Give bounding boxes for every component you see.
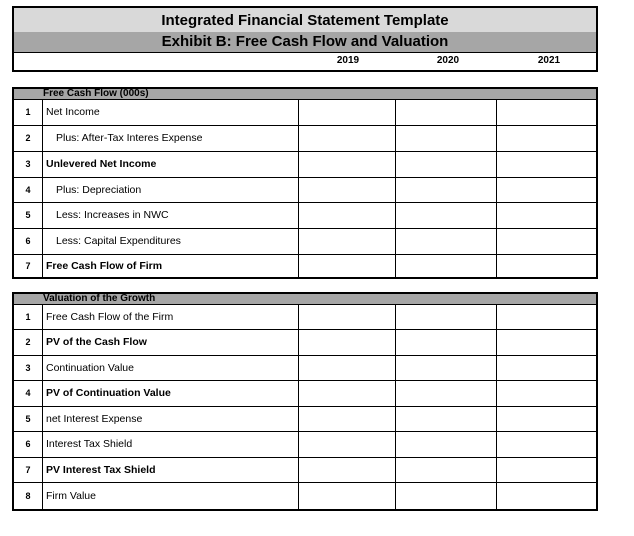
value-cell-2019[interactable] [298, 255, 395, 277]
value-cell-2019[interactable] [298, 458, 395, 482]
row-label: Less: Increases in NWC [42, 203, 298, 228]
year-2020: 2020 [436, 55, 460, 66]
valuation-section [12, 292, 598, 511]
row-number: 6 [25, 236, 31, 246]
row-number: 1 [25, 107, 31, 117]
value-cell-2020[interactable] [395, 483, 496, 509]
row-number: 3 [25, 159, 31, 169]
row-number: 4 [25, 388, 31, 398]
row-number: 4 [25, 185, 31, 195]
table-row [14, 228, 596, 254]
table-row [14, 304, 596, 329]
row-label: PV of the Cash Flow [42, 330, 298, 355]
row-number: 2 [25, 337, 31, 347]
row-label: Net Income [42, 100, 298, 125]
year-2019: 2019 [336, 55, 360, 66]
row-label: Interest Tax Shield [42, 432, 298, 457]
table-row [14, 99, 596, 125]
sheet-title: Integrated Financial Statement Template [12, 6, 598, 33]
row-number: 8 [25, 491, 31, 501]
table-row [14, 457, 596, 482]
row-number: 3 [25, 363, 31, 373]
value-cell-2021[interactable] [496, 330, 596, 355]
row-label: Free Cash Flow of Firm [42, 255, 298, 277]
value-cell-2021[interactable] [496, 483, 596, 509]
value-cell-2021[interactable] [496, 356, 596, 380]
row-label: Firm Value [42, 483, 298, 509]
value-cell-2019[interactable] [298, 100, 395, 125]
value-cell-2019[interactable] [298, 381, 395, 406]
value-cell-2019[interactable] [298, 203, 395, 228]
table-row [14, 254, 596, 277]
value-cell-2021[interactable] [496, 178, 596, 202]
row-number: 5 [25, 210, 31, 220]
row-label: Less: Capital Expenditures [42, 229, 298, 254]
value-cell-2021[interactable] [496, 229, 596, 254]
value-cell-2019[interactable] [298, 229, 395, 254]
value-cell-2019[interactable] [298, 305, 395, 329]
table-row [14, 482, 596, 509]
table-row [14, 177, 596, 202]
value-cell-2019[interactable] [298, 178, 395, 202]
value-cell-2020[interactable] [395, 407, 496, 431]
table-row [14, 202, 596, 228]
table-row [14, 406, 596, 431]
value-cell-2020[interactable] [395, 203, 496, 228]
row-label: Plus: Depreciation [42, 178, 298, 202]
row-label: Free Cash Flow of the Firm [42, 305, 298, 329]
value-cell-2021[interactable] [496, 432, 596, 457]
value-cell-2021[interactable] [496, 126, 596, 151]
value-cell-2020[interactable] [395, 356, 496, 380]
value-cell-2020[interactable] [395, 381, 496, 406]
value-cell-2021[interactable] [496, 100, 596, 125]
value-cell-2020[interactable] [395, 432, 496, 457]
value-cell-2021[interactable] [496, 203, 596, 228]
value-cell-2021[interactable] [496, 152, 596, 177]
table-row [14, 151, 596, 177]
value-cell-2019[interactable] [298, 330, 395, 355]
value-cell-2020[interactable] [395, 305, 496, 329]
table-row [14, 355, 596, 380]
row-label: PV of Continuation Value [42, 381, 298, 406]
row-number: 7 [25, 465, 31, 475]
year-2021: 2021 [537, 55, 561, 66]
value-cell-2021[interactable] [496, 458, 596, 482]
value-cell-2019[interactable] [298, 483, 395, 509]
row-label: Plus: After-Tax Interes Expense [42, 126, 298, 151]
row-number: 2 [25, 133, 31, 143]
row-number: 1 [25, 312, 31, 322]
value-cell-2020[interactable] [395, 229, 496, 254]
row-label: Unlevered Net Income [42, 152, 298, 177]
value-cell-2020[interactable] [395, 178, 496, 202]
value-cell-2021[interactable] [496, 381, 596, 406]
value-cell-2021[interactable] [496, 305, 596, 329]
table-row [14, 431, 596, 457]
value-cell-2020[interactable] [395, 330, 496, 355]
value-cell-2019[interactable] [298, 356, 395, 380]
row-label: Continuation Value [42, 356, 298, 380]
table-row [14, 125, 596, 151]
year-header-row [12, 53, 598, 72]
row-label: PV Interest Tax Shield [42, 458, 298, 482]
table-row [14, 329, 596, 355]
row-number: 7 [25, 261, 31, 271]
row-number: 6 [25, 439, 31, 449]
value-cell-2021[interactable] [496, 407, 596, 431]
fcf-section-label: Free Cash Flow (000s) [43, 88, 149, 99]
value-cell-2020[interactable] [395, 255, 496, 277]
value-cell-2019[interactable] [298, 152, 395, 177]
value-cell-2019[interactable] [298, 432, 395, 457]
value-cell-2020[interactable] [395, 126, 496, 151]
fcf-section [12, 87, 598, 279]
valuation-section-label: Valuation of the Growth [43, 293, 156, 304]
row-label: net Interest Expense [42, 407, 298, 431]
value-cell-2020[interactable] [395, 152, 496, 177]
exhibit-subtitle: Exhibit B: Free Cash Flow and Valuation [12, 32, 598, 54]
value-cell-2019[interactable] [298, 407, 395, 431]
value-cell-2019[interactable] [298, 126, 395, 151]
row-number: 5 [25, 414, 31, 424]
value-cell-2020[interactable] [395, 458, 496, 482]
value-cell-2020[interactable] [395, 100, 496, 125]
value-cell-2021[interactable] [496, 255, 596, 277]
table-row [14, 380, 596, 406]
